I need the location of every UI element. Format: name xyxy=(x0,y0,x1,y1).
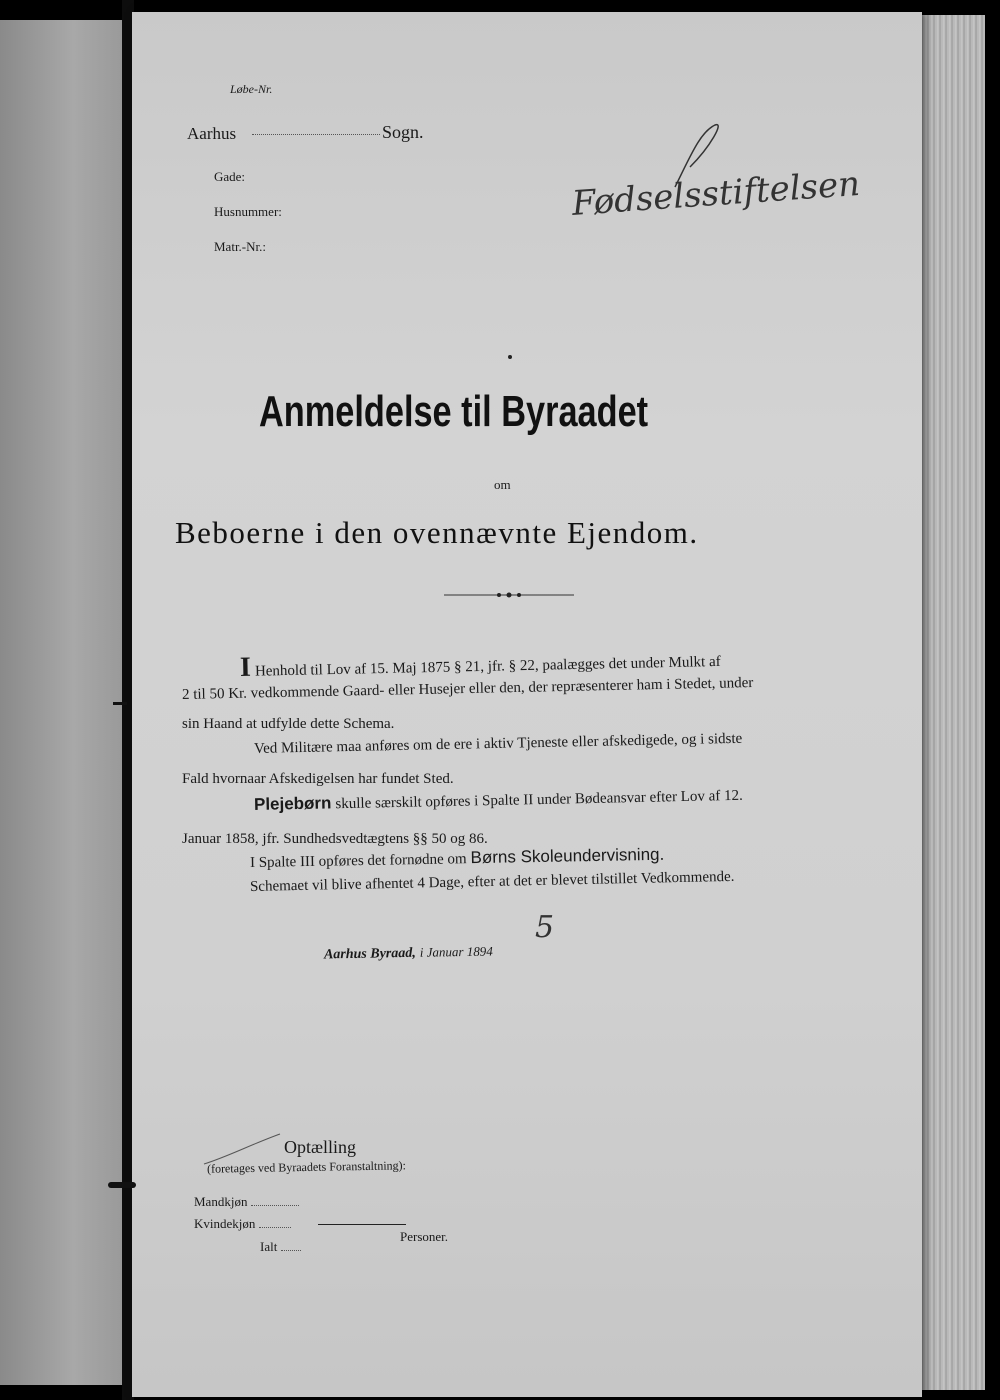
paragraph-5-line: Schemaet vil blive afhentet 4 Dage, efter at det er blevet tilstillet Vedkommende. xyxy=(249,868,735,895)
paragraph-4-line: I Spalte III opføres det fornødne om Børns Skoleundervisning. xyxy=(249,844,665,871)
form-page xyxy=(132,12,922,1397)
binding-mark-upper xyxy=(113,702,127,705)
handwritten-year-overwrite: 5 xyxy=(535,910,555,945)
form-subtitle: Beboerne i den ovennævnte Ejendom. xyxy=(175,515,699,550)
husnummer-label: Husnummer: xyxy=(214,204,282,219)
plejeborn-lead: Plejebørn xyxy=(253,793,332,814)
sogn-dotted-line xyxy=(252,122,380,140)
paragraph-1-line-1: I Henhold til Lov af 15. Maj 1875 § 21, jfr. § 22, paalægges det under Mulkt af xyxy=(239,651,721,683)
form-title: Anmeldelse til Byraadet xyxy=(259,387,649,436)
paragraph-2-line-2: Fald hvornaar Afskedigelsen har fundet Sted. xyxy=(182,771,454,787)
paragraph-3-line-2: Januar 1858, jfr. Sundhedsvedtægtens §§ 50 og 86. xyxy=(182,831,488,847)
mandkjon-label: Mandkjøn xyxy=(194,1194,299,1210)
signature-date: i Januar 189 xyxy=(419,943,487,960)
paragraph-initial: I xyxy=(239,651,252,683)
signature-line xyxy=(324,943,493,964)
paragraph-3-line-1: Plejebørn skulle særskilt opføres i Spalte II under Bødeansvar efter Lov af 12. xyxy=(253,787,743,814)
skoleundervisning-emph: Børns Skoleundervisning. xyxy=(470,844,665,868)
sogn-label: Sogn. xyxy=(382,122,424,142)
count-note: (foretages ved Byraadets Foranstaltning): xyxy=(206,1158,407,1176)
paragraph-1-line-3: sin Haand at udfylde dette Schema. xyxy=(182,716,395,732)
lobe-nr-label: Løbe-Nr. xyxy=(230,82,273,96)
year-digit: 4 xyxy=(486,943,493,959)
binding-mark-lower xyxy=(108,1182,136,1188)
gade-label: Gade: xyxy=(214,169,246,184)
sum-rule xyxy=(318,1224,406,1225)
aarhus-label: Aarhus xyxy=(187,124,237,143)
matr-nr-label: Matr.-Nr.: xyxy=(214,239,266,254)
count-heading: Optælling xyxy=(284,1137,357,1157)
handwritten-gade-value: Fødselsstiftelsen xyxy=(570,163,862,224)
om-text: om xyxy=(494,477,511,492)
left-facing-page xyxy=(0,20,122,1385)
ornament-divider xyxy=(444,590,574,600)
kvindekjon-label: Kvindekjøn xyxy=(194,1216,291,1232)
paragraph-1-line-2: 2 til 50 Kr. vedkommende Gaard- eller Husejer eller den, der repræsenterer ham i Stedet, under xyxy=(181,675,754,703)
ialt-label: Ialt xyxy=(260,1239,301,1255)
personer-label: Personer. xyxy=(400,1229,449,1244)
signature-org: Aarhus Byraad, xyxy=(323,945,416,963)
handwritten-flourish xyxy=(670,117,720,197)
dot-mark xyxy=(508,355,512,359)
paragraph-2-line-1: Ved Militære maa anføres om de ere i aktiv Tjeneste eller afskedigede, og i sidste xyxy=(253,730,743,757)
